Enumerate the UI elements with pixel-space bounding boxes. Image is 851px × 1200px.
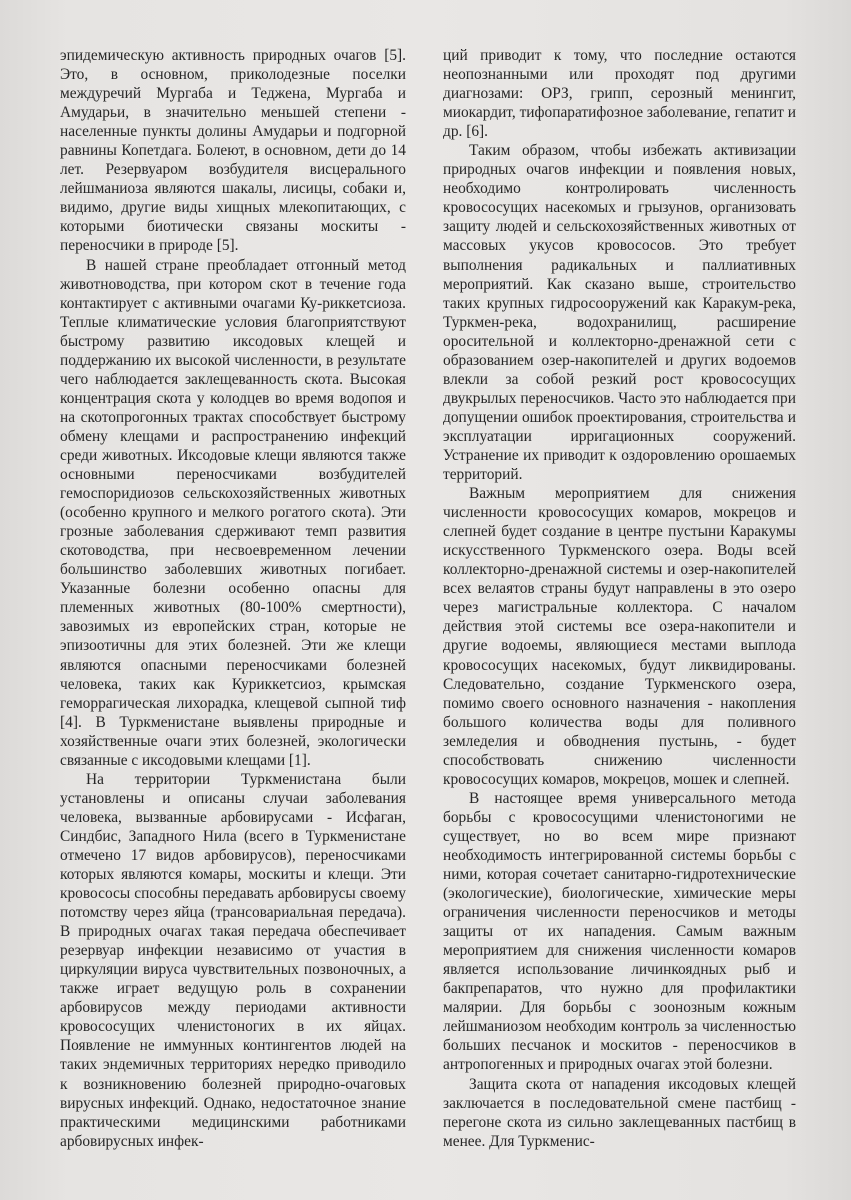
paragraph: В настоящее время универсального метода борьбы с кровососущими членистоногими не существует, но во всем мире признают необходимость интегрированной системы борьбы с ними, которая сочетает санитарно-гидротехнические (экологические), биологические, химические меры ограничения численности переносчиков и методы защиты от их нападения. Самым важным мероприятием для снижения численности комаров является использование личинкоядных рыб и бакпрепаратов, что нужно для профилактики малярии. Для борьбы с зоонозным кожным лейшманиозом необходим контроль за численностью больших песчанок и москитов - переносчиков в антропогенных и природных очагах этой болезни. [443, 789, 796, 1074]
paragraph: Таким образом, чтобы избежать активизации природных очагов инфекции и появления новых, необходимо контролировать численность кровососущих насекомых и грызунов, организовать защиту людей и сельскохозяйственных животных от массовых укусов кровососов. Это требует выполнения радикальных и паллиативных мероприятий. Как сказано выше, строительство таких крупных гидросооружений как Каракум-река, Туркмен-река, водохранилищ, расширение оросительной и коллекторно-дренажной сети с образованием озер-накопителей и других водоемов влекли за собой резкий рост кровососущих двукрылых переносчиков. Часто это наблюдается при допущении ошибок проектирования, строительства и эксплуатации ирригационных сооружений. Устранение их приводит к оздоровлению орошаемых территорий. [443, 142, 796, 484]
paragraph: На территории Туркменистана были установлены и описаны случаи заболевания человека, вызванные арбовирусами - Исфаган, Синдбис, Западного Нила (всего в Туркменистане отмечено 17 видов арбовирусов), переносчиками которых являются комары, москиты и клещи. Эти кровососы способны передавать арбовирусы своему потомству через яйца (трансовариальная передача). В природных очагах такая передача обеспечивает резервуар инфекции независимо от участия в циркуляции вируса чувствительных позвоночных, а также играет ведущую роль в сохранении арбовирусов между периодами активности кровососущих членистоногих в их яйцах. Появление не иммунных контингентов людей на таких эндемичных территориях нередко приводило к возникновению болезней природно-очаговых вирусных инфекций. Однако, недостаточное знание практическими медицинскими работниками арбовирусных инфек- [60, 770, 406, 1150]
paragraph: ций приводит к тому, что последние остаются неопознанными или проходят под другими диагнозами: ОРЗ, грипп, серозный менингит, миокардит, тифопаратифозное заболевание, гепатит и др. [6]. [443, 47, 796, 141]
paragraph: В нашей стране преобладает отгонный метод животноводства, при котором скот в течение года контактирует с активными очагами Ку-риккетсиоза. Теплые климатические условия благоприятствуют быстрому развитию иксодовых клещей и поддержанию их высокой численности, в результате чего наблюдается заклещеванность скота. Высокая концентрация скота у колодцев во время водопоя и на скотопрогонных трактах способствует быстрому обмену клещами и распространению инфекций среди животных. Иксодовые клещи являются также основными переносчиками возбудителей гемоспоридиозов сельскохозяйственных животных (особенно крупного и мелкого рогатого скота). Эти грозные заболевания сдерживают темп развития скотоводства, при несвоевременном лечении большинство заболевших животных погибает. Указанные болезни особенно опасны для племенных животных (80-100% смертности), завозимых из европейских стран, которые не эпизоотичны для этих болезней. Эти же клещи являются опасными переносчиками болезней человека, таких как Куриккетсиоз, крымская геморрагическая лихорадка, клещевой сыпной тиф [4]. В Туркменистане выявлены природные и хозяйственные очаги этих болезней, экологически связанные с иксодовыми клещами [1]. [60, 256, 406, 769]
paragraph: Защита скота от нападения иксодовых клещей заключается в последовательной смене пастбищ - перегоне скота из сильно заклещеванных пастбищ в менее. Для Туркменис- [443, 1075, 796, 1150]
right-column [443, 46, 796, 1151]
paragraph: Важным мероприятием для снижения численности кровососущих комаров, мокрецов и слепней будет создание в центре пустыни Каракумы искусственного Туркменского озера. Воды всей коллекторно-дренажной системы и озер-накопителей всех велаятов страны будут направлены в это озеро через магистральные коллектора. С началом действия этой системы все озера-накопители и другие водоемы, являющиеся местами выплода кровососущих насекомых, будут ликвидированы. Следовательно, создание Туркменского озера, помимо своего основного назначения - накопления большого количества воды для поливного земледелия и обводнения пустынь, - будет способствовать снижению численности кровососущих комаров, мокрецов, мошек и слепней. [443, 485, 796, 788]
left-column [60, 46, 406, 1151]
paragraph: эпидемическую активность природных очагов [5]. Это, в основном, приколодезные поселки междуречий Мургаба и Теджена, Мургаба и Амударьи, в значительно меньшей степени - населенные пункты долины Амударьи и подгорной равнины Копетдага. Болеют, в основном, дети до 14 лет. Резервуаром возбудителя висцерального лейшманиоза являются шакалы, лисицы, собаки и, видимо, другие виды хищных млекопитающих, с которыми биотически связаны москиты - переносчики в природе [5]. [60, 47, 406, 255]
